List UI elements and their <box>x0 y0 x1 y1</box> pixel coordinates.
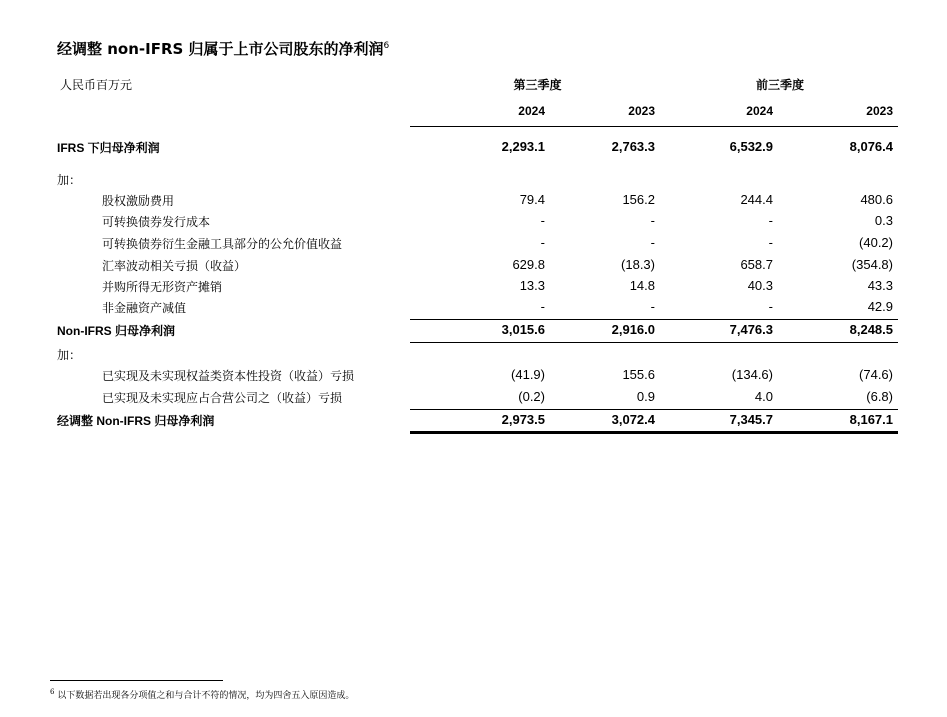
footnote-ref: 6 <box>383 41 390 51</box>
year-q3-2023: 2023 <box>628 104 655 118</box>
table-row <box>0 213 947 233</box>
cell: (74.6) <box>859 367 893 382</box>
cell: - <box>540 235 545 250</box>
cell: - <box>768 299 773 314</box>
row-label: IFRS 下归母净利润 <box>57 141 160 155</box>
cell: (18.3) <box>621 257 655 272</box>
cell: 0.9 <box>636 389 655 404</box>
cell: - <box>540 213 545 228</box>
cell: - <box>768 213 773 228</box>
subtotal-rule-top <box>410 319 898 320</box>
row-label: 经调整 Non-IFRS 归母净利润 <box>57 414 215 428</box>
table-row <box>0 257 947 277</box>
cell: (134.6) <box>731 367 773 382</box>
year-9m-2023: 2023 <box>866 104 893 118</box>
total-rule-double <box>410 431 898 434</box>
cell: 8,167.1 <box>849 412 893 427</box>
row-label: 已实现及未实现权益类资本性投资（收益）亏损 <box>102 369 355 383</box>
cell: 40.3 <box>747 278 773 293</box>
footnote-divider <box>50 680 223 681</box>
cell: 155.6 <box>622 367 655 382</box>
cell: (41.9) <box>511 367 545 382</box>
cell: 6,532.9 <box>729 139 773 154</box>
cell: 658.7 <box>740 257 773 272</box>
cell: (40.2) <box>859 235 893 250</box>
cell: 244.4 <box>740 192 773 207</box>
cell: 13.3 <box>519 278 545 293</box>
footnote-text: 以下数据若出现各分项值之和与合计不符的情况，均为四舍五入原因造成。 <box>57 691 355 701</box>
cell: - <box>650 299 655 314</box>
cell: - <box>768 235 773 250</box>
row-label: 汇率波动相关亏损（收益） <box>102 259 247 273</box>
year-9m-2024: 2024 <box>746 104 773 118</box>
header-q3: 第三季度 <box>513 78 562 92</box>
unit-label: 人民币百万元 <box>60 78 133 92</box>
row-label: Non-IFRS 归母净利润 <box>57 324 175 338</box>
table-row <box>0 299 947 319</box>
cell: 7,345.7 <box>729 412 773 427</box>
cell: - <box>650 235 655 250</box>
row-label: 并购所得无形资产摊销 <box>102 280 223 294</box>
table-row <box>0 367 947 387</box>
cell: 3,072.4 <box>611 412 655 427</box>
row-label: 非金融资产减值 <box>102 301 187 315</box>
cell: (354.8) <box>851 257 893 272</box>
total-rule-top <box>410 409 898 410</box>
cell: - <box>540 299 545 314</box>
cell: 4.0 <box>754 389 773 404</box>
cell: 2,763.3 <box>611 139 655 154</box>
cell: 8,248.5 <box>849 322 893 337</box>
cell: 2,973.5 <box>501 412 545 427</box>
table-row <box>0 235 947 255</box>
table-row <box>0 139 947 159</box>
header-rule <box>410 126 898 127</box>
table-row <box>0 346 947 366</box>
table-row <box>0 322 947 342</box>
page-title: 经调整 non-IFRS 归属于上市公司股东的净利润$^6$ <box>57 40 390 58</box>
row-label: 股权激励费用 <box>102 194 175 208</box>
header-9m: 前三季度 <box>755 78 804 92</box>
footnote <box>50 688 354 701</box>
row-label: 加： <box>57 173 82 187</box>
table-row <box>0 171 947 191</box>
cell: 14.8 <box>629 278 655 293</box>
row-label: 可转换债券衍生金融工具部分的公允价值收益 <box>102 237 343 251</box>
cell: 2,916.0 <box>611 322 655 337</box>
cell: 43.3 <box>867 278 893 293</box>
table-row <box>0 412 947 432</box>
cell: 7,476.3 <box>729 322 773 337</box>
footnote-number: 6 <box>50 688 55 696</box>
cell: 79.4 <box>519 192 545 207</box>
cell: (0.2) <box>518 389 545 404</box>
cell: 2,293.1 <box>501 139 545 154</box>
subtotal-rule-bottom <box>410 342 898 343</box>
cell: 480.6 <box>860 192 893 207</box>
year-q3-2024: 2024 <box>518 104 545 118</box>
row-label: 已实现及未实现应占合营公司之（收益）亏损 <box>102 391 343 405</box>
cell: 629.8 <box>512 257 545 272</box>
cell: 156.2 <box>622 192 655 207</box>
cell: 8,076.4 <box>849 139 893 154</box>
row-label: 可转换债券发行成本 <box>102 215 211 229</box>
cell: - <box>650 213 655 228</box>
cell: 42.9 <box>867 299 893 314</box>
cell: 0.3 <box>874 213 893 228</box>
cell: (6.8) <box>866 389 893 404</box>
table-row <box>0 278 947 298</box>
row-label: 加： <box>57 348 82 362</box>
table-row <box>0 389 947 409</box>
table-row <box>0 192 947 212</box>
cell: 3,015.6 <box>501 322 545 337</box>
